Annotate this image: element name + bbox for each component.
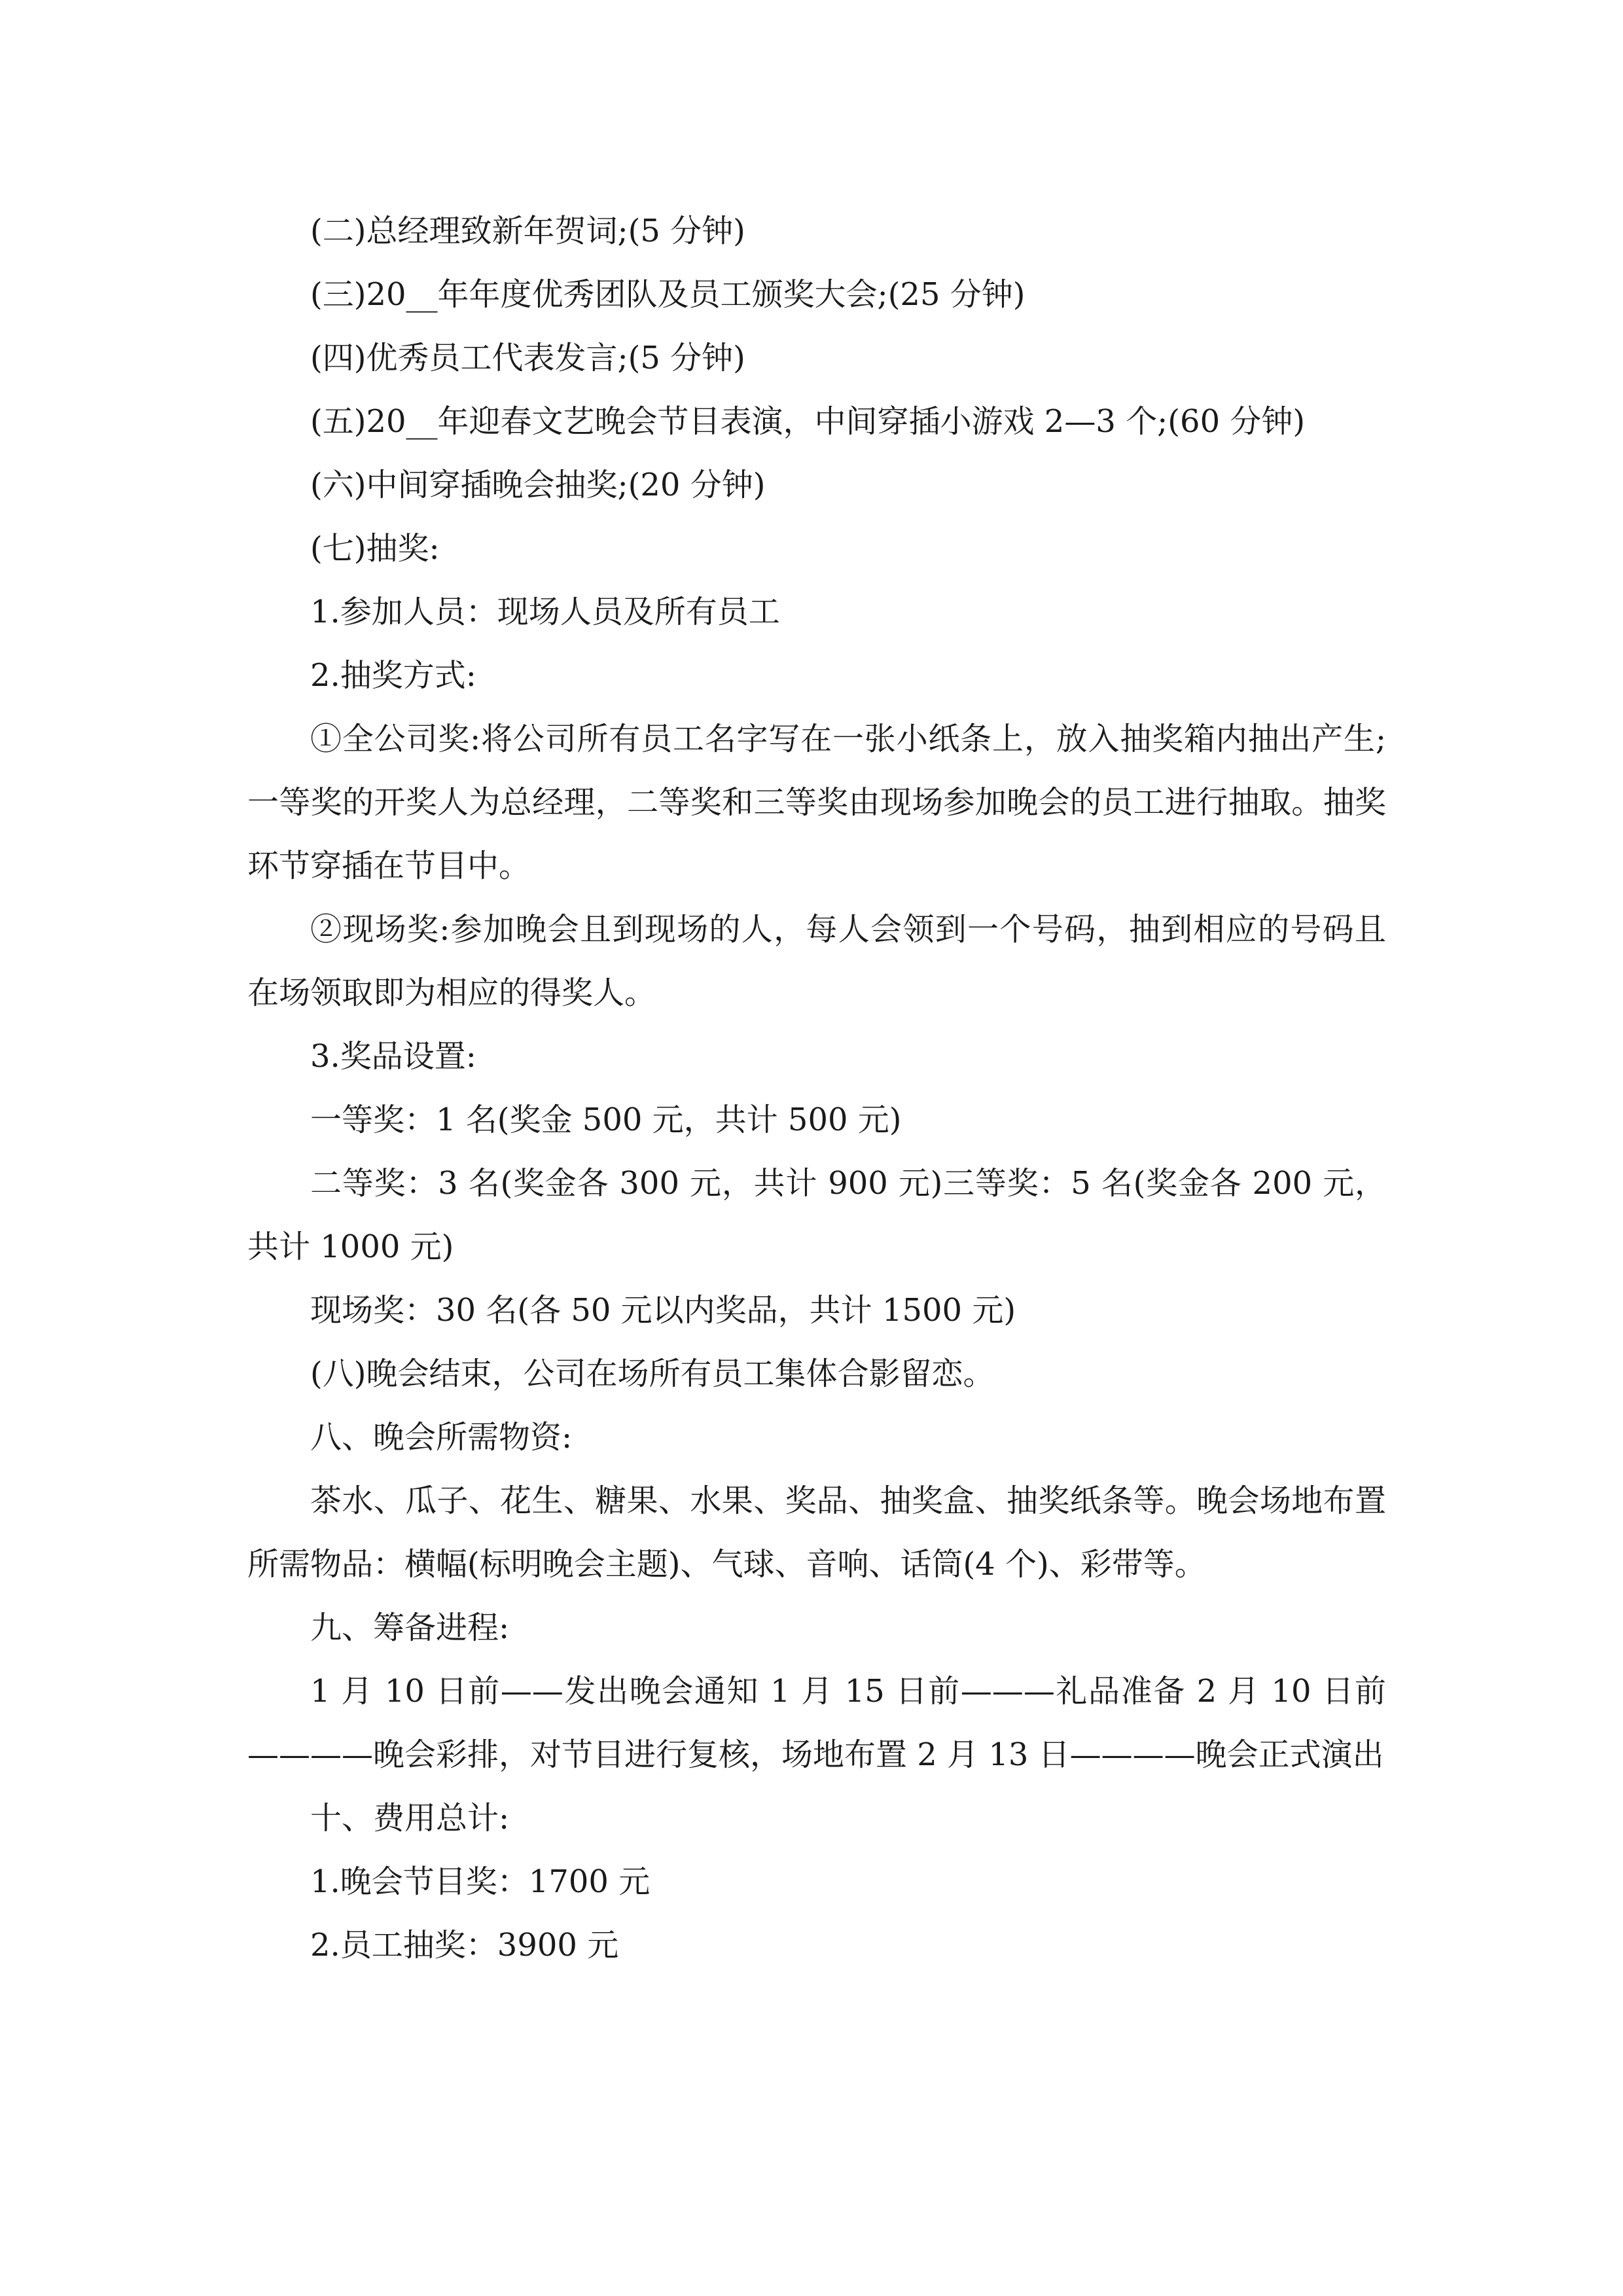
preparation-timeline: 1 月 10 日前——发出晚会通知 1 月 15 日前———礼品准备 2 月 10 日前————晚会彩排，对节目进行复核，场地布置 2 月 13 日————晚会正式演出 bbox=[247, 1673, 1386, 1773]
second-third-prize: 二等奖：3 名(奖金各 300 元，共计 900 元)三等奖：5 名(奖金各 200 元，共计 1000 元) bbox=[247, 1165, 1386, 1265]
prize-setup-heading: 3.奖品设置: bbox=[310, 1038, 476, 1075]
lottery-participants: 1.参加人员：现场人员及所有员工 bbox=[310, 594, 780, 630]
lottery-company-prize: ①全公司奖:将公司所有员工名字写在一张小纸条上，放入抽奖箱内抽出产生;一等奖的开奖人为总经理，二等奖和三等奖由现场参加晚会的员工进行抽取。抽奖环节穿插在节目中。 bbox=[247, 721, 1386, 884]
agenda-item-2: (二)总经理致新年贺词;(5 分钟) bbox=[310, 213, 745, 249]
agenda-item-6: (六)中间穿插晚会抽奖;(20 分钟) bbox=[310, 467, 766, 503]
agenda-item-5: (五)20__年迎春文艺晚会节目表演，中间穿插小游戏 2—3 个;(60 分钟) bbox=[310, 403, 1306, 440]
cost-program-prize: 1.晚会节目奖：1700 元 bbox=[310, 1863, 651, 1900]
agenda-item-3: (三)20__年年度优秀团队及员工颁奖大会;(25 分钟) bbox=[310, 276, 1026, 313]
first-prize: 一等奖：1 名(奖金 500 元，共计 500 元) bbox=[310, 1102, 902, 1138]
section-8-heading: 八、晚会所需物资: bbox=[310, 1419, 573, 1456]
agenda-item-8: (八)晚会结束，公司在场所有员工集体合影留恋。 bbox=[310, 1355, 995, 1392]
section-10-heading: 十、费用总计: bbox=[310, 1800, 510, 1837]
onsite-prize: 现场奖：30 名(各 50 元以内奖品，共计 1500 元) bbox=[310, 1292, 1016, 1329]
agenda-item-7-heading: (七)抽奖: bbox=[310, 530, 440, 567]
cost-employee-lottery: 2.员工抽奖：3900 元 bbox=[310, 1927, 619, 1964]
section-9-heading: 九、筹备进程: bbox=[310, 1609, 510, 1646]
agenda-item-4: (四)优秀员工代表发言;(5 分钟) bbox=[310, 340, 745, 376]
document-body bbox=[247, 200, 1386, 1977]
materials-list: 茶水、瓜子、花生、糖果、水果、奖品、抽奖盒、抽奖纸条等。晚会场地布置所需物品：横幅(标明晚会主题)、气球、音响、话筒(4 个)、彩带等。 bbox=[247, 1482, 1386, 1583]
lottery-onsite-prize: ②现场奖:参加晚会且到现场的人，每人会领到一个号码，抽到相应的号码且在场领取即为相应的得奖人。 bbox=[247, 911, 1386, 1011]
lottery-method-heading: 2.抽奖方式: bbox=[310, 657, 476, 694]
